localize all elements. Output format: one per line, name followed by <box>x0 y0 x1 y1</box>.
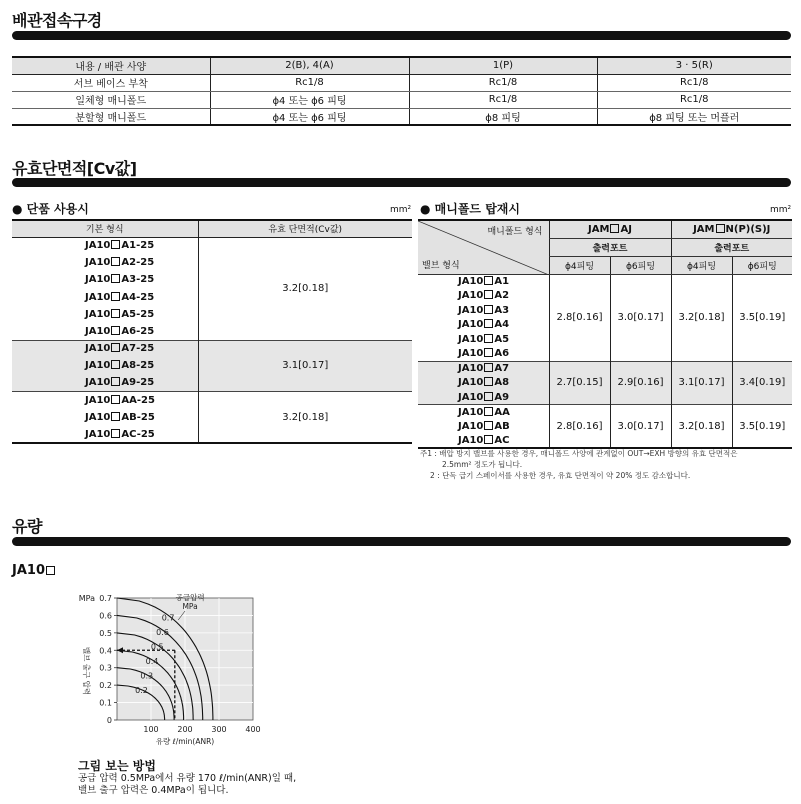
cv-value-cell: 3.5[0.19] <box>732 274 792 361</box>
piping-section-title: 배관접속구경 <box>12 11 102 30</box>
header-cell: 유효 단면적(Cv값) <box>198 220 412 237</box>
legend-title: 공급압력 <box>175 593 205 602</box>
model-cell: JA10 A7-25 <box>12 340 198 357</box>
model-cell: JA10 AB-25 <box>85 411 155 423</box>
model-cell: JA10 A3 <box>458 304 510 316</box>
model-cell: JA10 A6 <box>458 348 510 359</box>
curve-label: 0.2 <box>135 686 148 696</box>
model-cell: JA10 AB <box>458 420 510 432</box>
table-cell: ϕ4 또는 ϕ6 피팅 <box>210 91 409 108</box>
cv-value-cell: 2.8[0.16] <box>549 405 610 449</box>
box-symbol <box>111 257 120 266</box>
x-tick-label: 200 <box>177 725 193 734</box>
piping-table <box>12 56 791 126</box>
manifold-type-header: JAM N(P)(S)J <box>671 220 792 238</box>
single-unit-label: mm² <box>390 205 412 215</box>
table-cell: Rc1/8 <box>597 74 791 91</box>
model-cell: JA10 A2 <box>458 290 510 302</box>
model-cell: JA10 A4-25 <box>85 291 155 303</box>
y-tick-label: 0.2 <box>99 681 112 691</box>
y-tick-label: 0.4 <box>99 646 112 656</box>
box-symbol <box>716 224 725 233</box>
box-symbol <box>484 290 493 299</box>
box-symbol <box>111 326 120 335</box>
cv-value-cell: 3.2[0.18] <box>198 392 412 444</box>
y-axis-label: 밸브 출구 압력 <box>82 646 91 696</box>
box-symbol <box>484 276 493 285</box>
manifold-type-header: JAM AJ <box>549 220 671 238</box>
header-cell: 기본 형식 <box>12 220 198 237</box>
chart-title: JA10 <box>12 563 56 578</box>
curve-label: 0.3 <box>140 671 154 681</box>
model-cell: JA10 A8 <box>418 376 549 391</box>
model-cell: JA10 A5 <box>458 333 510 345</box>
cv-value-cell: 2.7[0.15] <box>549 361 610 405</box>
header-cell: 1(P) <box>409 57 597 74</box>
box-symbol <box>111 309 120 318</box>
model-cell: JA10 AC-25 <box>12 426 198 443</box>
table-cell: 분할형 매니폴드 <box>12 108 210 125</box>
model-cell: JA10 A6-25 <box>85 325 155 337</box>
box-symbol <box>111 274 120 283</box>
model-cell: JA10 A8-25 <box>12 357 198 374</box>
howto-line: 밸브 출구 압력은 0.4MPa이 됩니다. <box>78 785 229 796</box>
model-cell: JA10 A2-25 <box>85 257 155 269</box>
footnote-line: 주1 : 배압 방지 밸브를 사용한 경우, 매니폴드 사양에 관계없이 OUT→EXH 방향의 유효 단면적은 <box>420 449 738 458</box>
box-symbol <box>111 360 120 369</box>
cv-value-cell: 3.2[0.18] <box>671 274 732 361</box>
y-unit-label: MPa <box>78 594 95 603</box>
section-divider <box>12 31 791 40</box>
fitting-header: ϕ6피팅 <box>732 256 792 274</box>
box-symbol <box>484 334 493 343</box>
table-row <box>418 361 792 376</box>
header-cell: 내용 / 배관 사양 <box>12 57 210 74</box>
x-axis-label: 유량 ℓ/min(ANR) <box>155 737 215 746</box>
curve-label: 0.7 <box>161 613 175 623</box>
box-symbol <box>46 566 55 575</box>
box-symbol <box>111 395 120 404</box>
table-row <box>12 74 791 91</box>
section-divider <box>12 537 791 546</box>
y-tick-label: 0.1 <box>99 698 112 708</box>
table-row <box>12 340 412 357</box>
box-symbol <box>111 240 120 249</box>
box-symbol <box>111 429 120 438</box>
footnotes <box>420 448 738 481</box>
howto-text <box>78 773 296 797</box>
corner-header-cell <box>418 220 549 274</box>
table-row <box>12 392 412 409</box>
curve-label: 0.5 <box>150 642 164 652</box>
table-row <box>418 405 792 420</box>
model-cell: JA10 A1 <box>458 276 510 287</box>
table-header-row <box>418 220 792 238</box>
cv-value-cell: 3.0[0.17] <box>610 274 671 361</box>
table-cell: ϕ8 피팅 <box>409 108 597 125</box>
manifold-unit-label: mm² <box>770 205 792 215</box>
model-cell: JA10 A1-25 <box>85 240 155 252</box>
box-symbol <box>111 377 120 386</box>
model-cell: JA10 A3-25 <box>85 274 155 286</box>
box-symbol <box>484 319 493 328</box>
cv-value-cell: 3.1[0.17] <box>671 361 732 405</box>
cv-value-cell: 2.8[0.16] <box>549 274 610 361</box>
footnote-line: 2.5mm² 정도가 됩니다. <box>442 460 523 469</box>
legend-title: MPa <box>182 602 198 611</box>
header-cell: 2(B), 4(A) <box>210 57 409 74</box>
model-cell: JA10 AA <box>418 405 549 420</box>
single-use-title: ● 단품 사용시 <box>12 202 89 216</box>
cv-value-cell: 3.1[0.17] <box>198 340 412 392</box>
cv-value-cell: 3.2[0.18] <box>671 405 732 449</box>
cv-value-cell: 3.4[0.19] <box>732 361 792 405</box>
box-symbol <box>484 435 493 444</box>
table-cell: Rc1/8 <box>210 74 409 91</box>
table-cell: 서브 베이스 부착 <box>12 74 210 91</box>
model-cell: JA10 A9 <box>418 390 549 405</box>
table-header-row <box>12 57 791 74</box>
table-row <box>12 91 791 108</box>
howto-line: 공급 압력 0.5MPa에서 유량 170 ℓ/min(ANR)일 때, <box>78 773 297 784</box>
port-header: 출력포트 <box>671 238 792 256</box>
cv-value-cell: 2.9[0.16] <box>610 361 671 405</box>
curve-label: 0.6 <box>156 628 169 638</box>
y-tick-label: 0.7 <box>99 594 112 603</box>
model-cell: JA10 A4 <box>458 319 510 331</box>
footnote-line: 2 : 단독 급기 스페이서를 사용한 경우, 유효 단면적이 약 20% 정도 감소합니다. <box>430 471 691 480</box>
section-divider <box>12 178 791 187</box>
box-symbol <box>484 407 493 416</box>
corner-top-label: 매니폴드 형식 <box>487 227 543 237</box>
table-cell: 일체형 매니폴드 <box>12 91 210 108</box>
cv-value-cell: 3.5[0.19] <box>732 405 792 449</box>
box-symbol <box>111 292 120 301</box>
cv-value-cell: 3.2[0.18] <box>198 237 412 340</box>
table-cell: Rc1/8 <box>597 91 791 108</box>
table-cell: ϕ4 또는 ϕ6 피팅 <box>210 108 409 125</box>
howto-title: 그림 보는 방법 <box>78 759 156 773</box>
box-symbol <box>484 377 493 386</box>
table-row <box>418 274 792 289</box>
model-cell: JA10 AC <box>418 434 549 449</box>
box-symbol <box>484 305 493 314</box>
table-row <box>12 237 412 254</box>
x-tick-label: 400 <box>245 725 261 734</box>
header-cell: 3 · 5(R) <box>597 57 791 74</box>
manifold-cv-table <box>418 219 792 449</box>
box-symbol <box>484 348 493 357</box>
box-symbol <box>484 363 493 372</box>
box-symbol <box>111 412 120 421</box>
corner-bottom-label: 밸브 형식 <box>422 260 460 271</box>
x-tick-label: 100 <box>143 725 159 734</box>
box-symbol <box>484 392 493 401</box>
table-row <box>12 108 791 125</box>
table-cell: ϕ8 피팅 또는 머플러 <box>597 108 791 125</box>
y-tick-label: 0 <box>106 716 112 725</box>
flow-chart <box>60 582 270 750</box>
box-symbol <box>484 421 493 430</box>
curve-label: 0.4 <box>145 657 159 667</box>
y-tick-label: 0.5 <box>99 628 112 638</box>
model-cell: JA10 A5-25 <box>85 308 155 320</box>
table-header-row <box>12 220 412 237</box>
model-cell: JA10 A7 <box>418 361 549 376</box>
flow-section-title: 유량 <box>12 517 42 536</box>
model-cell: JA10 AA-25 <box>12 392 198 409</box>
x-tick-label: 300 <box>211 725 227 734</box>
fitting-header: ϕ4피팅 <box>549 256 610 274</box>
table-cell: Rc1/8 <box>409 74 597 91</box>
fitting-header: ϕ6피팅 <box>610 256 671 274</box>
single-cv-table <box>12 219 412 444</box>
y-tick-label: 0.3 <box>99 663 112 673</box>
y-tick-label: 0.6 <box>99 611 112 621</box>
table-cell: Rc1/8 <box>409 91 597 108</box>
fitting-header: ϕ4피팅 <box>671 256 732 274</box>
model-cell: JA10 A9-25 <box>12 375 198 392</box>
manifold-use-title: ● 매니폴드 탑재시 <box>420 202 520 216</box>
cv-value-cell: 3.0[0.17] <box>610 405 671 449</box>
cv-section-title: 유효단면적[Cv값] <box>12 159 137 178</box>
box-symbol <box>610 224 619 233</box>
port-header: 출력포트 <box>549 238 671 256</box>
box-symbol <box>111 343 120 352</box>
